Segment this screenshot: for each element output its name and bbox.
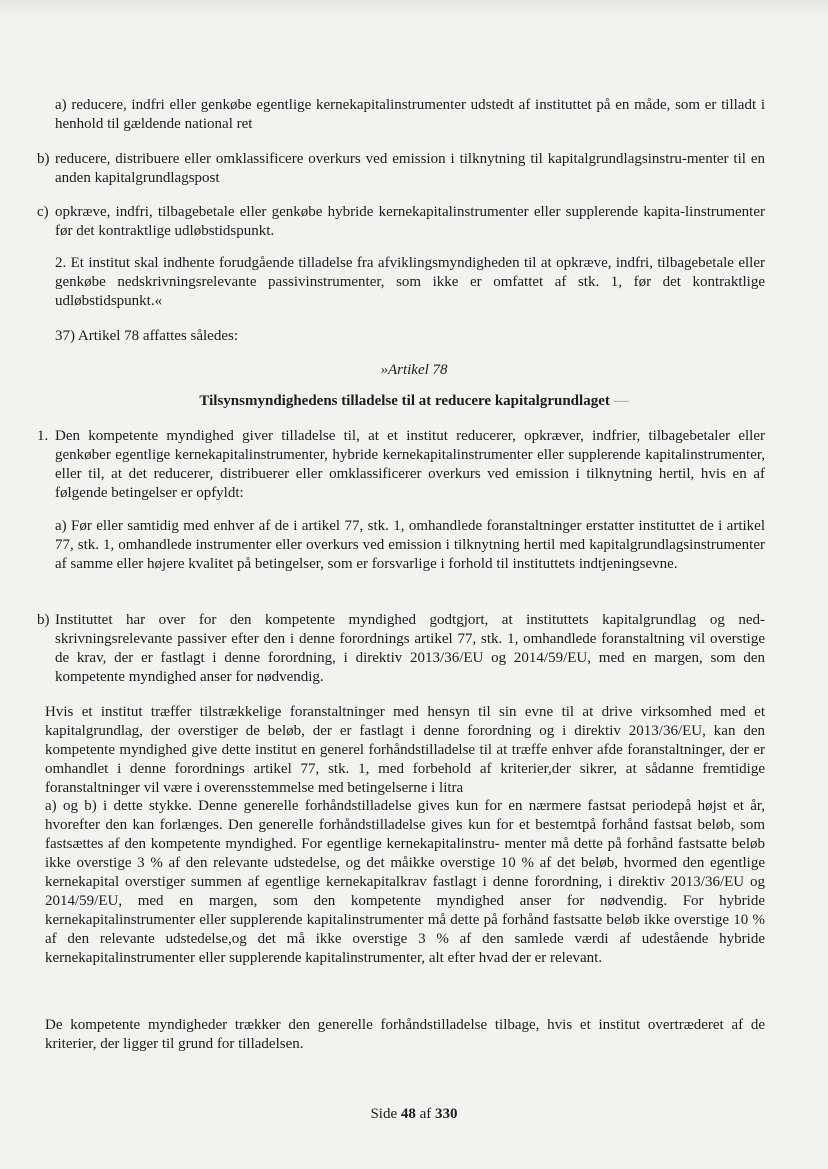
paragraph-1: Den kompetente myndighed giver tilladelse til, at et institut reducerer, opkræver, indfrier, tilbagebetaler eller genkøber egentlige kernekapitalinstrumenter, hybride kernekapitalinstrumenter eller supplerende kapitalinstrumenter, eller til, at det reducerer, distribuerer eller omklassificerer overkurs ved emission i tilknytning hertil, hvis en af følgende betingelser er opfyldt: — [55, 428, 765, 501]
general-permission-paragraph: Hvis et institut træffer tilstrækkelige foranstaltninger med hensyn til sin evne til at drive virksomhed med et kapitalgrundlag, der overstiger de beløb, der er fastlagt i denne forordning og i direktiv 2013/36/EU, kan den kompetente myndighed give dette institut en generel forhåndstilladelse til at træffe enhver afde foranstaltninger, der er omhandlet i denne forordnings artikel 77, stk. 1, med forbehold af kriterier,der sikrer, at sådanne fremtidige foranstaltninger vil være i overensstemmelse med betingelserne i litra — [45, 704, 765, 796]
paragraph-2: 2. Et institut skal indhente forudgående tilladelse fra afviklingsmyndigheden til at opkræve, indfri, tilbagebetale eller genkøbe nedskrivningsrelevante passivinstrumenter, som ikke er omfattet af stk. 1, før det kontraktlige udløbstidspunkt.« — [55, 255, 765, 309]
page-footer — [0, 1105, 828, 1124]
general-permission-continued: a) og b) i dette stykke. Denne generelle forhåndstilladelse gives kun for en nærmere fastsat periodepå højst et år, hvorefter den kan forlænges. Den generelle forhåndstilladelse gives kun for et bestemtpå forhånd fastsat beløb, som fastsættes af den kompetente myndighed. For egentlige kernekapitalinstru- menter må dette på forhånd fastsatte beløb ikke overstige 3 % af den relevante udstedelse, og det måikke overstige 10 % af det beløb, hvormed den egentlige kernekapital overstiger summen af egentlige kernekapitalkrav fastlagt i denne forordning, i direktiv 2013/36/EU og 2014/59/EU, med en margen, som den kompetente myndighed anser for nødvendig. For hybride kernekapitalinstrumenter eller supplerende kapitalinstrumenter må dette på forhånd fastsatte beløb ikke overstige 10 % af den relevante udstedelse,og det må ikke overstige 3 % af den samlede værdi af udestående hybride kernekapitalinstrumenter eller supplerende kapitalinstrumenter, alt efter hvad der er relevant. — [45, 798, 765, 966]
article-heading-text: Tilsynsmyndighedens tilladelse til at reducere kapitalgrundlaget — [199, 393, 610, 409]
page-top-edge — [0, 0, 828, 18]
footer-total-pages: 330 — [435, 1106, 458, 1122]
condition-b: Instituttet har over for den kompetente myndighed godtgjort, at instituttets kapitalgrundlag og ned-skrivningsrelevante passiver efter den i denne forordnings artikel 77, stk. 1, omhandlede foranstaltning vil overstige de krav, der er fastlagt i denne forordning, i direktiv 2013/36/EU og 2014/59/EU, med en margen, som den kompetente myndighed anser for nødvendig. — [55, 612, 765, 685]
article-heading — [0, 392, 828, 411]
item-c-label: c) — [37, 204, 49, 220]
condition-b-label: b) — [37, 612, 50, 628]
stray-mark: — — [609, 393, 629, 409]
footer-page-number: 48 — [400, 1106, 416, 1122]
footer-prefix: Side — [370, 1106, 398, 1122]
item-a-reduce: a) reducere, indfri eller genkøbe egentlige kernekapitalinstrumenter udstedt af instituttet på en måde, som er tilladt i henhold til gældende national ret — [55, 97, 765, 132]
item-b-label: b) — [37, 151, 50, 167]
para-1-label: 1. — [37, 428, 49, 444]
article-title: »Artikel 78 — [380, 362, 448, 378]
item-c-redeem: opkræve, indfri, tilbagebetale eller genkøbe hybride kernekapitalinstrumenter eller supplerende kapita-linstrumenter før det kontraktlige udløbstidspunkt. — [55, 204, 765, 239]
amendment-37: 37) Artikel 78 affattes således: — [55, 328, 239, 344]
item-b-distribute: reducere, distribuere eller omklassificere overkurs ved emission i tilknytning til kapitalgrundlagsinstru-menter til en anden kapitalgrundlagspost — [55, 151, 765, 186]
footer-middle: af — [419, 1106, 432, 1122]
withdrawal-paragraph: De kompetente myndigheder trækker den generelle forhåndstilladelse tilbage, hvis et institut overtræderet af de kriterier, der ligger til grund for tilladelsen. — [45, 1017, 765, 1052]
condition-a: a) Før eller samtidig med enhver af de i artikel 77, stk. 1, omhandlede foranstaltninger erstatter instituttet de i artikel 77, stk. 1, omhandlede instrumenter eller overkurs ved emission i tilknytning hertil med kapitalgrundlagsinstrumenter af samme eller højere kvalitet på betingelser, som er forsvarlige i forhold til instituttets indtjeningsevne. — [55, 518, 765, 572]
